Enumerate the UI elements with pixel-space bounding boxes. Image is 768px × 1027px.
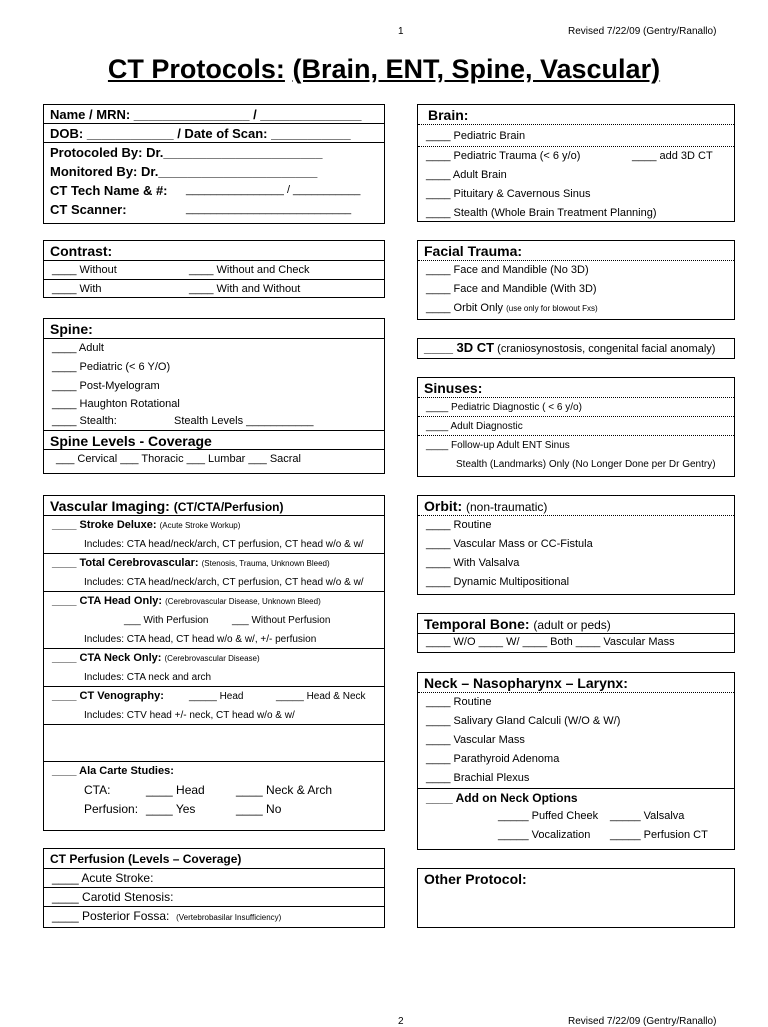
ct-perfusion-title: CT Perfusion (Levels – Coverage)	[44, 849, 384, 869]
revision-note: Revised 7/22/09 (Gentry/Ranallo)	[568, 26, 717, 37]
patient-info-box	[43, 104, 385, 224]
neck-item[interactable]: ____ Routine	[426, 696, 492, 708]
orbit-title-main: Orbit:	[424, 498, 463, 514]
cta-head: ____ CTA Head Only:	[52, 595, 163, 607]
cta-neck-row[interactable]	[44, 649, 384, 668]
stroke-deluxe-row[interactable]	[44, 516, 384, 535]
name-mrn-field[interactable]: Name / MRN: ________________ / ______________	[44, 105, 384, 124]
other-protocol-box[interactable]	[417, 868, 735, 928]
neck-puffed-cheek[interactable]: _____ Puffed Cheek	[498, 810, 599, 822]
contrast-row-1	[44, 261, 384, 280]
perfusion-options-row	[44, 800, 384, 819]
scanner-field[interactable]	[44, 200, 384, 219]
ala-carte-row	[44, 762, 384, 781]
cta-neck-includes: Includes: CTA neck and arch	[44, 668, 384, 687]
brain-pediatric[interactable]: ____ Pediatric Brain	[418, 125, 734, 147]
spine-item[interactable]: ____ Adult	[52, 342, 104, 354]
stroke-deluxe-includes: Includes: CTA head/neck/arch, CT perfusion, CT head w/o & w/	[44, 535, 384, 554]
neck-add-options[interactable]: ____ Add on Neck Options	[418, 788, 734, 807]
sinuses-item[interactable]: ____ Pediatric Diagnostic ( < 6 y/o)	[418, 398, 734, 417]
perfusion-carotid-stenosis[interactable]: ____ Carotid Stenosis:	[44, 888, 384, 907]
neck-perfusion-ct[interactable]: _____ Perfusion CT	[610, 829, 708, 841]
cta-head-row[interactable]	[44, 592, 384, 611]
scanner-label: CT Scanner:	[50, 202, 127, 217]
sinuses-stealth[interactable]: Stealth (Landmarks) Only (No Longer Done per Dr Gentry)	[456, 459, 716, 470]
facial-item[interactable]: ____ Face and Mandible (With 3D)	[426, 283, 597, 295]
3d-ct-label: ____ 3D CT	[424, 340, 495, 355]
tech-name-field[interactable]	[44, 181, 384, 200]
temporal-title-main: Temporal Bone:	[424, 616, 530, 632]
spine-item[interactable]: ____ Pediatric (< 6 Y/O)	[52, 361, 171, 373]
ala-carte: ____ Ala Carte Studies:	[52, 765, 174, 777]
temporal-title-sub: (adult or peds)	[533, 618, 611, 632]
brain-pituitary[interactable]: ____ Pituitary & Cavernous Sinus	[426, 188, 591, 200]
vascular-box	[43, 495, 385, 831]
brain-box	[417, 104, 735, 222]
page-title	[0, 54, 768, 85]
stroke-deluxe-note: (Acute Stroke Workup)	[159, 521, 241, 530]
3d-ct-box	[417, 338, 735, 359]
brain-stealth[interactable]: ____ Stealth (Whole Brain Treatment Planning)	[426, 207, 657, 219]
revision-note-2: Revised 7/22/09 (Gentry/Ranallo)	[568, 1016, 717, 1027]
veno-head[interactable]: _____ Head	[189, 691, 244, 702]
facial-trauma-box	[417, 240, 735, 320]
neck-vocalization[interactable]: _____ Vocalization	[498, 829, 591, 841]
total-cerebro-note: (Stenosis, Trauma, Unknown Bleed)	[201, 559, 330, 568]
perfusion-acute-stroke[interactable]: ____ Acute Stroke:	[44, 869, 384, 888]
contrast-box	[43, 240, 385, 298]
title-sub: (Brain, ENT, Spine, Vascular)	[292, 54, 661, 84]
cta-options-row	[44, 781, 384, 800]
other-protocol-title: Other Protocol:	[424, 871, 527, 887]
contrast-row-2	[44, 280, 384, 299]
brain-add-3d[interactable]: ____ add 3D CT	[632, 150, 713, 162]
orbit-item[interactable]: ____ With Valsalva	[426, 557, 520, 569]
page-number-2: 2	[398, 1016, 404, 1027]
neck-title: Neck – Nasopharynx – Larynx:	[418, 673, 734, 693]
contrast-with[interactable]: ____ With	[52, 283, 102, 295]
temporal-options[interactable]: ____ W/O ____ W/ ____ Both ____ Vascular Mass	[426, 636, 675, 648]
spine-item[interactable]: ____ Post-Myelogram	[52, 380, 160, 392]
spine-stealth-levels[interactable]: Stealth Levels ___________	[174, 415, 314, 427]
neck-box	[417, 672, 735, 850]
vascular-blank-row	[44, 725, 384, 762]
orbit-item[interactable]: ____ Vascular Mass or CC-Fistula	[426, 538, 593, 550]
ct-perfusion-box	[43, 848, 385, 928]
cta-neck-arch-option[interactable]: ____ Neck & Arch	[236, 783, 333, 797]
contrast-with-without[interactable]: ____ With and Without	[189, 283, 301, 295]
spine-stealth-row	[44, 413, 384, 430]
neck-item[interactable]: ____ Salivary Gland Calculi (W/O & W/)	[426, 715, 621, 727]
neck-options-row-1	[418, 807, 734, 826]
orbit-item[interactable]: ____ Routine	[426, 519, 492, 531]
contrast-without[interactable]: ____ Without	[52, 264, 117, 276]
vascular-title-sub: (CT/CTA/Perfusion)	[173, 500, 284, 514]
spine-title: Spine:	[44, 319, 384, 339]
neck-item[interactable]: ____ Brachial Plexus	[426, 772, 530, 784]
total-cerebro-row[interactable]	[44, 554, 384, 573]
cta-head-with-perfusion[interactable]: ___ With Perfusion	[124, 615, 209, 626]
spine-levels-title: Spine Levels - Coverage	[44, 430, 384, 450]
facial-trauma-title: Facial Trauma:	[418, 241, 734, 261]
spine-stealth[interactable]: ____ Stealth:	[52, 415, 117, 427]
orbit-box	[417, 495, 735, 595]
cta-neck: ____ CTA Neck Only:	[52, 652, 162, 664]
vascular-title-main: Vascular Imaging:	[50, 498, 170, 514]
tech-blank: ________________ / ___________	[186, 184, 361, 196]
cta-neck-note: (Cerebrovascular Disease)	[164, 654, 260, 663]
brain-pediatric-trauma-row	[418, 147, 734, 166]
title-main: CT Protocols:	[107, 54, 285, 84]
neck-options-row-2	[418, 826, 734, 845]
perfusion-posterior-note: (Vertebrobasilar Insufficiency)	[176, 913, 282, 922]
ct-venography: ____ CT Venography:	[52, 690, 164, 702]
cta-head-note: (Cerebrovascular Disease, Unknown Bleed)	[165, 597, 321, 606]
spine-box	[43, 318, 385, 474]
neck-item[interactable]: ____ Parathyroid Adenoma	[426, 753, 560, 765]
spine-item[interactable]: ____ Haughton Rotational	[52, 398, 180, 410]
brain-adult[interactable]: ____ Adult Brain	[426, 169, 507, 181]
veno-head-neck[interactable]: _____ Head & Neck	[276, 691, 366, 702]
3d-ct-note: (craniosynostosis, congenital facial anomaly)	[497, 343, 716, 355]
ct-venography-row[interactable]	[44, 687, 384, 706]
scanner-blank: ___________________________	[186, 203, 352, 215]
sinuses-title: Sinuses:	[418, 378, 734, 398]
cta-head-option[interactable]: ____ Head	[146, 783, 205, 797]
sinuses-item[interactable]: ____ Adult Diagnostic	[418, 417, 734, 436]
facial-orbit: ____ Orbit Only	[426, 302, 504, 314]
contrast-without-check[interactable]: ____ Without and Check	[189, 264, 310, 276]
sinuses-box	[417, 377, 735, 477]
cta-head-options	[44, 611, 384, 630]
cta-label: CTA:	[84, 783, 111, 797]
spine-levels[interactable]: ___ Cervical ___ Thoracic ___ Lumbar ___ Sacral	[56, 453, 301, 465]
stroke-deluxe: ____ Stroke Deluxe:	[52, 519, 157, 531]
orbit-title	[418, 496, 734, 516]
perfusion-posterior-fossa: ____ Posterior Fossa:	[52, 909, 170, 923]
cta-head-includes: Includes: CTA head, CT head w/o & w/, +/- perfusion	[44, 630, 384, 649]
perfusion-no-option[interactable]: ____ No	[236, 802, 282, 816]
tech-label: CT Tech Name & #:	[50, 183, 168, 198]
protocoled-by-field[interactable]: Protocoled By: Dr.______________________	[50, 145, 323, 160]
orbit-item[interactable]: ____ Dynamic Multipositional	[426, 576, 570, 588]
total-cerebro-includes: Includes: CTA head/neck/arch, CT perfusion, CT head w/o & w/	[44, 573, 384, 592]
facial-item[interactable]: ____ Face and Mandible (No 3D)	[426, 264, 589, 276]
page-number: 1	[398, 26, 404, 37]
perfusion-yes-option[interactable]: ____ Yes	[146, 802, 196, 816]
cta-head-without-perfusion[interactable]: ___ Without Perfusion	[232, 615, 331, 626]
total-cerebro: ____ Total Cerebrovascular:	[52, 557, 199, 569]
facial-orbit-note: (use only for blowout Fxs)	[506, 304, 598, 313]
perfusion-posterior-fossa-row[interactable]	[44, 907, 384, 926]
contrast-title: Contrast:	[44, 241, 384, 261]
perfusion-label: Perfusion:	[84, 802, 139, 816]
brain-pediatric-trauma[interactable]: ____ Pediatric Trauma (< 6 y/o)	[426, 150, 581, 162]
monitored-by-field[interactable]: Monitored By: Dr.______________________	[50, 164, 318, 179]
sinuses-item[interactable]: ____ Follow-up Adult ENT Sinus	[426, 440, 570, 451]
facial-orbit-row[interactable]	[418, 299, 734, 318]
vascular-title	[44, 496, 384, 516]
orbit-title-sub: (non-traumatic)	[466, 500, 548, 514]
ct-venography-includes: Includes: CTV head +/- neck, CT head w/o & w/	[44, 706, 384, 725]
dob-field[interactable]: DOB: ____________ / Date of Scan: ___________	[44, 124, 384, 143]
temporal-bone-box	[417, 613, 735, 653]
neck-valsalva[interactable]: _____ Valsalva	[610, 810, 685, 822]
temporal-title	[418, 614, 734, 634]
3d-ct-row[interactable]	[418, 339, 734, 357]
brain-title: Brain:	[418, 105, 734, 125]
neck-item[interactable]: ____ Vascular Mass	[426, 734, 525, 746]
